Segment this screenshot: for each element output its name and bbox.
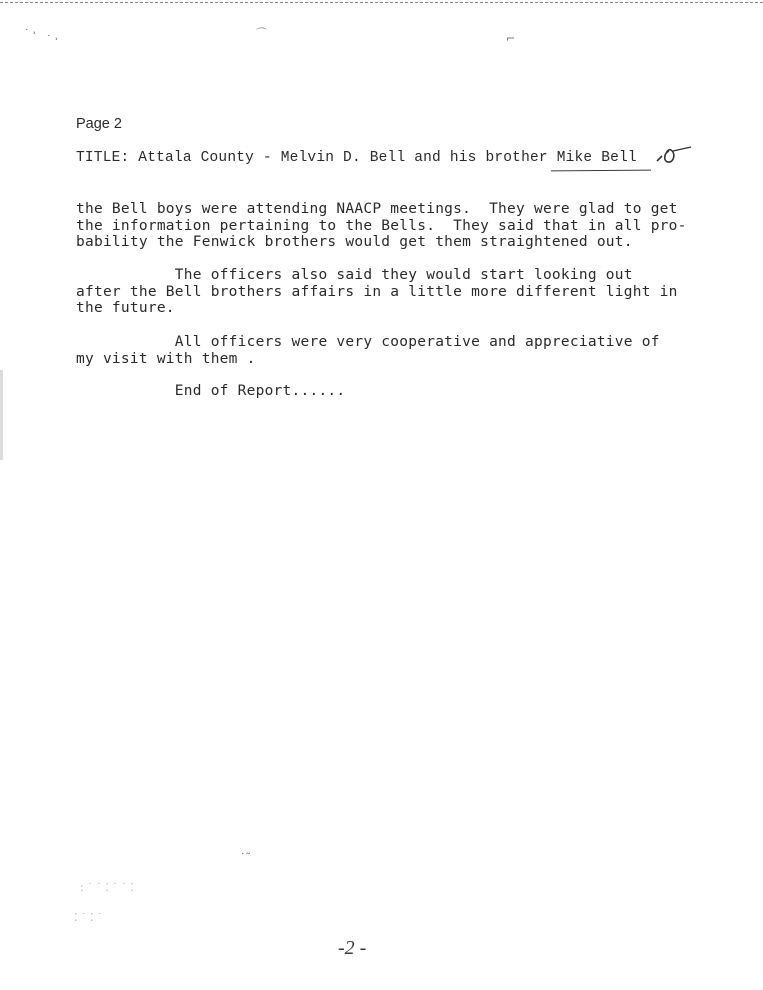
paragraph-1: the Bell boys were attending NAACP meetings. They were glad to get the information pertaining to the Bells. They said that in all pro- bability the Fenwick brothers would get them straightened out.	[76, 201, 687, 250]
scan-speck: ⌒	[256, 27, 267, 40]
scan-speck: ⌐	[506, 32, 516, 45]
top-scan-edge	[0, 2, 763, 3]
scan-margin-shadow	[0, 370, 3, 460]
paragraph-3: All officers were very cooperative and appreciative of my visit with them .	[76, 334, 660, 367]
title-text: TITLE: Attala County - Melvin D. Bell and his brother	[76, 150, 557, 166]
scan-speck: : ˙ ˙ ⁚ ˙ ˙ ⁚	[80, 881, 134, 894]
document-title	[76, 150, 637, 166]
scan-speck: ˙ ˒	[46, 33, 59, 46]
scan-speck: ⁚ ˙ ⁚ ˙	[74, 911, 103, 924]
page-number: -2 -	[338, 937, 367, 959]
end-of-report: End of Report......	[76, 383, 346, 399]
handwritten-check-icon	[655, 143, 695, 169]
page-label: Page 2	[76, 116, 122, 132]
title-underlined-name: Mike Bell	[556, 150, 637, 166]
scan-speck: ˙˜	[240, 851, 251, 864]
scan-speck: ˙ ˒	[24, 27, 37, 40]
paragraph-2: The officers also said they would start looking out after the Bell brothers affairs in a little more different light in the future.	[76, 267, 678, 316]
